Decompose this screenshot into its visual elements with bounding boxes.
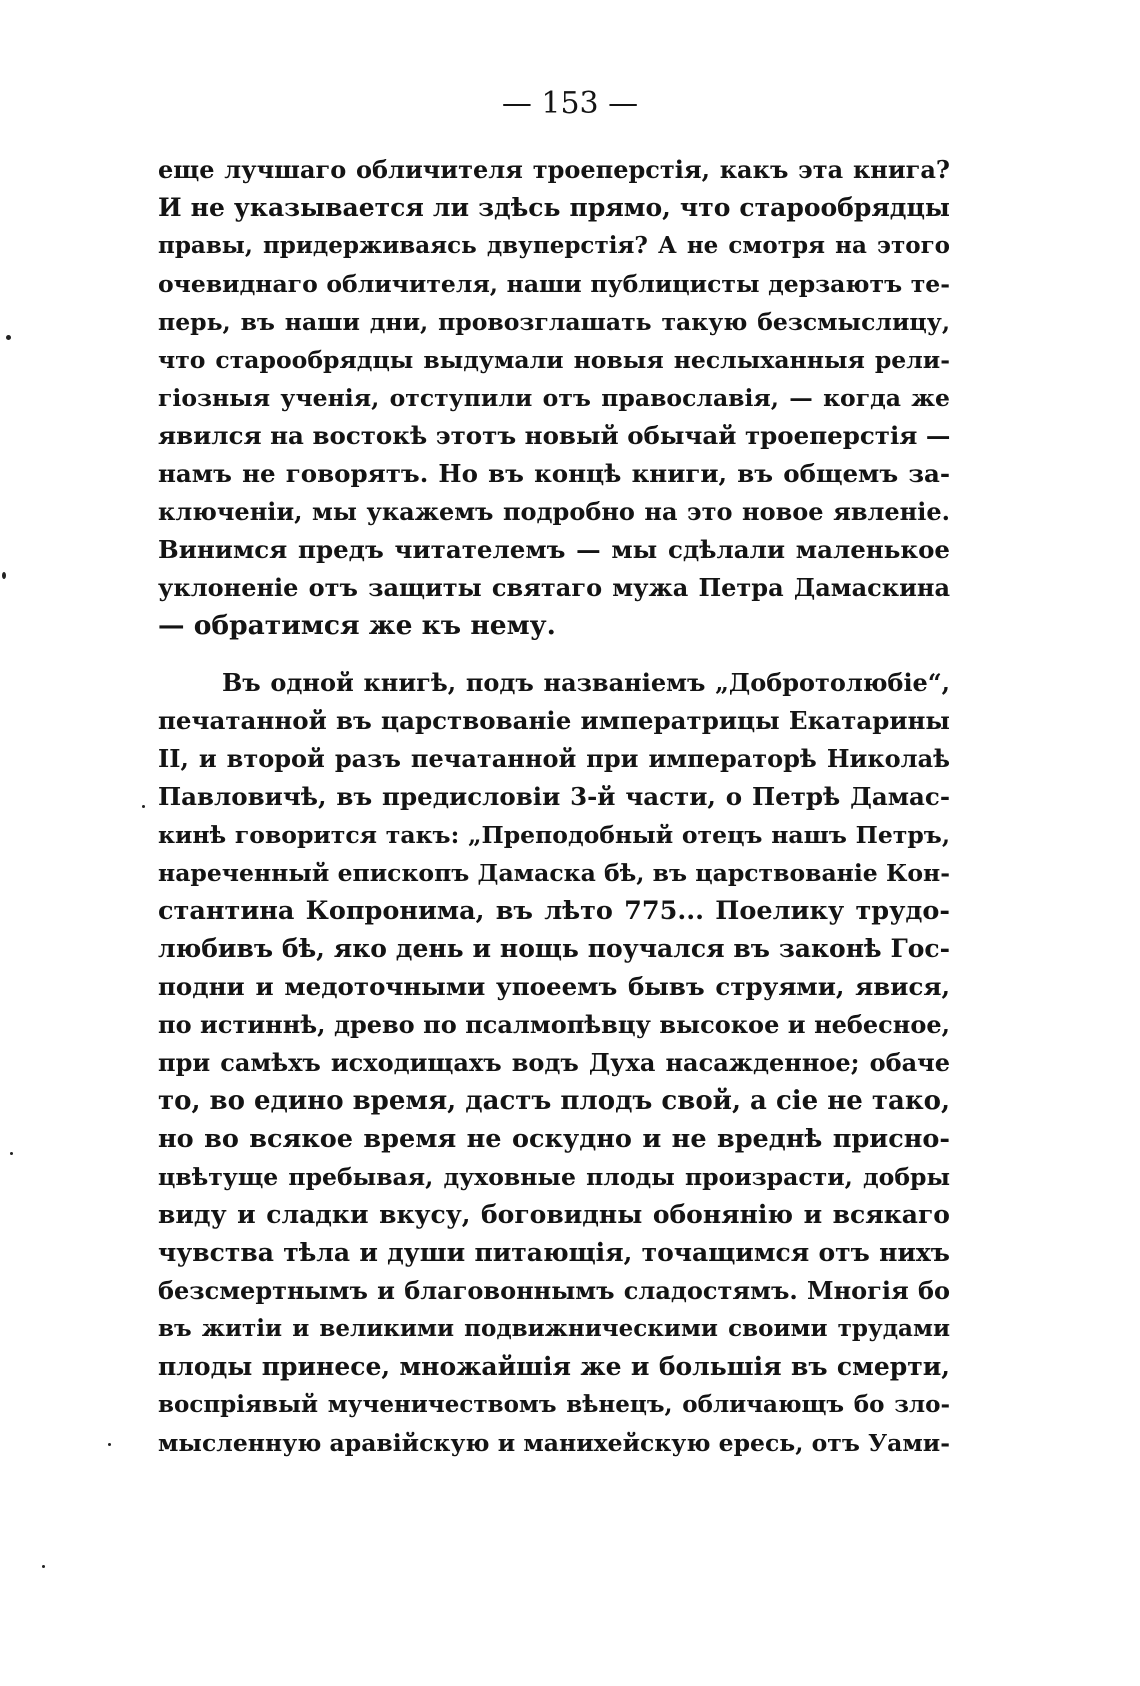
text-line: правы, придерживаясь двуперстія? А не смотря на этого xyxy=(158,232,950,259)
text-line: Въ одной книгѣ, подъ названіемъ „Добротолюбіе“, xyxy=(222,668,950,697)
text-line: безсмертнымъ и благовоннымъ сладостямъ. Многія бо xyxy=(158,1276,950,1305)
paragraph-1 xyxy=(158,151,950,645)
text-line: еще лучшаго обличителя троеперстія, какъ эта книга? xyxy=(158,155,950,184)
page-number: — 153 — xyxy=(501,86,639,121)
scan-speck xyxy=(10,1152,13,1155)
text-line: нареченный епископъ Дамаска бѣ, въ царствованіе Кон- xyxy=(158,859,950,887)
scan-speck xyxy=(42,1565,45,1568)
text-line: явился на востокѣ этотъ новый обычай троеперстія — xyxy=(158,421,950,450)
text-line: очевиднаго обличителя, наши публицисты дерзаютъ те- xyxy=(158,270,950,298)
text-line: но во всякое время не оскудно и не вреднѣ присно- xyxy=(158,1124,950,1154)
text-line: Винимся предъ читателемъ — мы сдѣлали маленькое xyxy=(158,535,950,564)
text-line: то, во едино время, дастъ плодъ свой, а сіе не тако, xyxy=(158,1086,950,1116)
text-line: стантина Копронима, въ лѣто 775... Поелику трудо- xyxy=(158,896,950,926)
scan-speck xyxy=(142,805,145,808)
scan-speck xyxy=(2,572,6,579)
paragraph-2 xyxy=(158,664,950,1462)
text-line: при самѣхъ исходищахъ водъ Духа насажденное; обаче xyxy=(158,1048,950,1077)
text-line: воспріявый мученичествомъ вѣнецъ, обличающъ бо зло- xyxy=(158,1391,950,1418)
text-line: перь, въ наши дни, провозглашать такую безсмыслицу, xyxy=(158,308,950,336)
text-line: мысленную аравійскую и манихейскую ересь, отъ Уами- xyxy=(158,1429,950,1457)
text-line: И не указывается ли здѣсь прямо, что старообрядцы xyxy=(158,193,950,222)
text-line: подни и медоточными упоеемъ бывъ струями, явися, xyxy=(158,972,950,1001)
text-line: кинѣ говорится такъ: „Преподобный отецъ нашъ Петръ, xyxy=(158,821,950,849)
text-line: Павловичѣ, въ предисловіи 3-й части, о Петрѣ Дамас- xyxy=(158,782,950,811)
text-line: чувства тѣла и души питающія, точащимся отъ нихъ xyxy=(158,1238,950,1267)
scan-speck xyxy=(108,1443,111,1446)
text-line: что старообрядцы выдумали новыя неслыханныя рели- xyxy=(158,346,950,374)
text-line: любивъ бѣ, яко день и нощь поучался въ законѣ Гос- xyxy=(158,934,950,963)
text-line: — обратимся же къ нему. xyxy=(158,610,556,641)
text-line: печатанной въ царствованіе императрицы Екатарины xyxy=(158,706,950,735)
text-line: намъ не говорятъ. Но въ концѣ книги, въ общемъ за- xyxy=(158,459,950,488)
text-line: плоды принесе, множайшія же и большія въ смерти, xyxy=(158,1352,950,1381)
text-line: ключеніи, мы укажемъ подробно на это новое явленіе. xyxy=(158,497,950,526)
text-line: II, и второй разъ печатанной при императорѣ Николаѣ xyxy=(158,744,950,773)
text-line: уклоненіе отъ защиты святаго мужа Петра Дамаскина xyxy=(158,573,950,602)
text-line: виду и сладки вкусу, боговидны обонянію и всякаго xyxy=(158,1200,950,1229)
text-line: по истиннѣ, древо по псалмопѣвцу высокое и небесное, xyxy=(158,1010,950,1039)
text-line: въ житіи и великими подвижническими своими трудами xyxy=(158,1315,950,1342)
text-line: цвѣтуще пребывая, духовные плоды произрасти, добры xyxy=(158,1163,950,1191)
scan-speck xyxy=(6,335,11,340)
text-line: гіозныя ученія, отступили отъ православія, — когда же xyxy=(158,384,950,412)
